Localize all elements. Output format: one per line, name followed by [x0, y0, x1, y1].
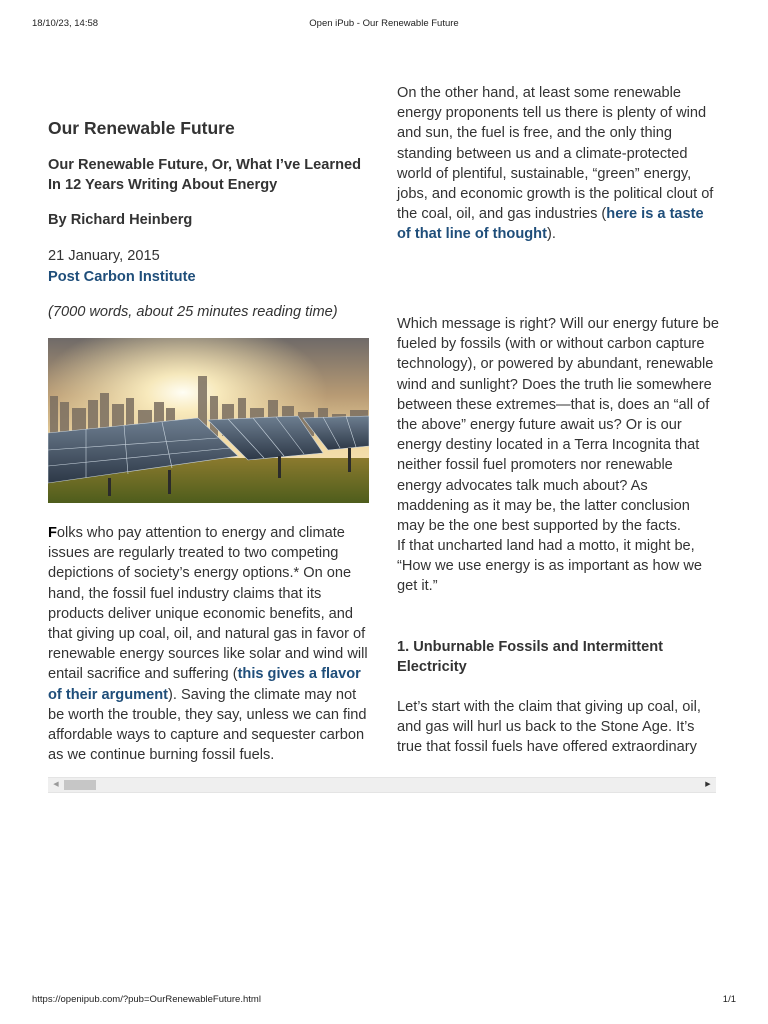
triangle-left-icon[interactable]: ◀ — [53, 781, 59, 788]
line-of-thought-link[interactable]: here is a taste of that line of thought — [397, 206, 704, 243]
print-footer — [32, 994, 736, 1008]
scrollbar-thumb[interactable] — [64, 780, 96, 790]
print-datetime: 18/10/23, 14:58 — [32, 18, 99, 29]
article-date: 21 January, 2015 — [48, 248, 160, 264]
solar-panels-skyline-image — [48, 338, 369, 503]
paragraph-counterpoint-text-b: ). — [546, 226, 556, 243]
horizontal-scrollbar[interactable] — [48, 777, 716, 793]
article-title: Our Renewable Future — [48, 118, 235, 138]
article-byline: By Richard Heinberg — [48, 212, 193, 228]
hero-image — [48, 338, 369, 503]
paragraph-counterpoint — [397, 83, 719, 245]
print-page-title: Open iPub - Our Renewable Future — [309, 18, 459, 29]
drop-cap: F — [48, 525, 57, 541]
print-url: https://openipub.com/?pub=OurRenewableFuture.html — [32, 994, 261, 1005]
article-subtitle: Our Renewable Future, Or, What I’ve Learned In 12 Years Writing About Energy — [48, 157, 362, 194]
paragraph-which-message: Which message is right? Will our energy future be fueled by fossils (with or without carbon capture technology), or powered by abundant, renewable wind and sunlight? Does the truth lie somewhere between these extremes—that is, does an “all of the above” energy future await us? Or is our energy destiny located in a Terra Incognita that neither fossil fuel promoters nor renewable energy advocates talk much about? As maddening as it may be, the latter conclusion may be the one best supported by the facts. — [397, 316, 720, 535]
paragraph-stone-age: Let’s start with the claim that giving up coal, oil, and gas will hurl us back to the Stone Age. It’s true that fossil fuels have offered extraordinary — [397, 699, 701, 756]
print-page-count: 1/1 — [722, 994, 736, 1005]
section-heading: 1. Unburnable Fossils and Intermittent Electricity — [397, 639, 663, 676]
print-header — [32, 18, 736, 32]
paragraph-intro-text-a: olks who pay attention to energy and climate issues are regularly treated to two competing depictions of society’s energy options.* On one hand, the fossil fuel industry claims that its products deliver unique economic benefits, and that giving up coal, oil, and natural gas in favor of renewable energy sources like solar and wind will entail sacrifice and suffering ( — [48, 525, 368, 683]
paragraph-intro — [48, 523, 368, 765]
publisher-link[interactable]: Post Carbon Institute — [48, 269, 196, 285]
argument-flavor-link[interactable]: this gives a flavor of their argument — [48, 666, 361, 703]
triangle-right-icon[interactable]: ▶ — [705, 781, 711, 788]
paragraph-intro-text-b: ). Saving the climate may not be worth the trouble, they say, unless we can find affordable ways to capture and sequester carbon as we continue burning fossil fuels. — [48, 686, 367, 764]
paragraph-motto: If that uncharted land had a motto, it might be, “How we use energy is as important as how we get it.” — [397, 538, 702, 595]
paragraph-counterpoint-text-a: On the other hand, at least some renewable energy proponents tell us there is plenty of wind and sun, the fuel is free, and the only thing standing between us and a climate-protected world of plentiful, sustainable, “green” energy, jobs, and economic growth is the political clout of the coal, oil, and gas industries ( — [397, 85, 714, 223]
reading-time: (7000 words, about 25 minutes reading time) — [48, 304, 338, 320]
